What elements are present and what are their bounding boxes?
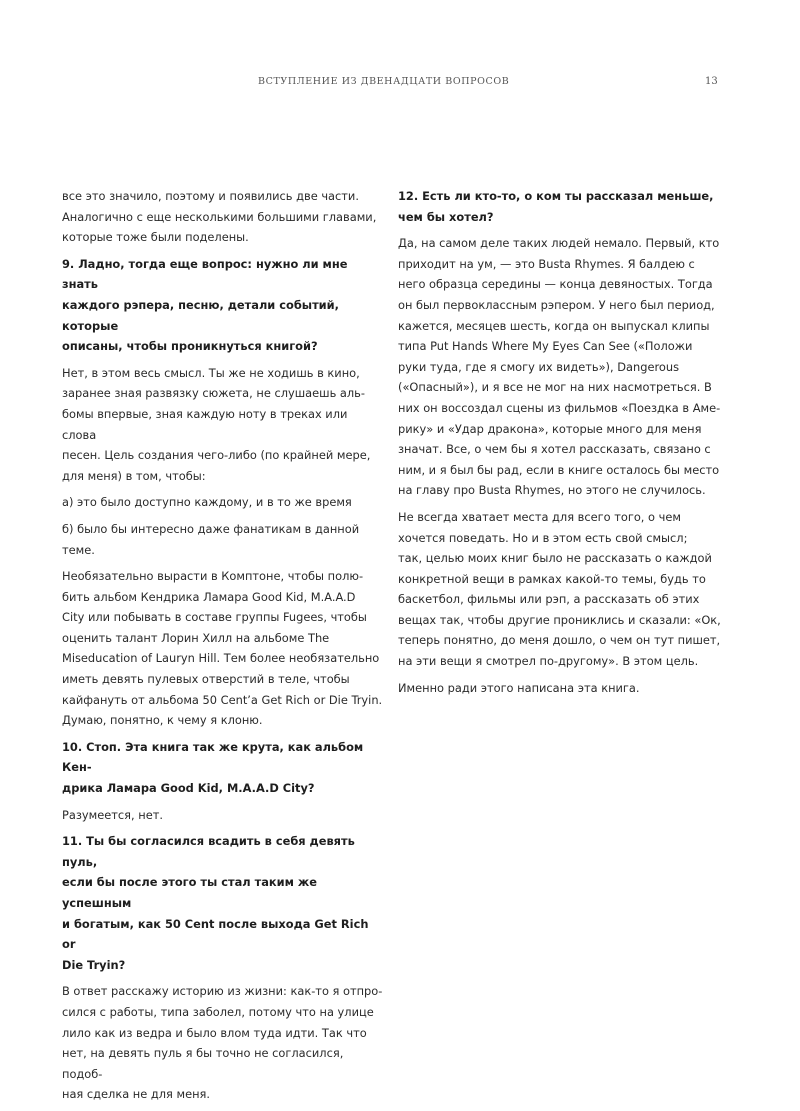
right-column bbox=[398, 186, 722, 704]
question-heading: 11. Ты бы согласился всадить в себя девять пуль, если бы после этого ты стал таким же успешным и богатым, как 50 Cent после выхода Get Rich or Die Tryin? bbox=[62, 834, 369, 972]
question-heading: 12. Есть ли кто-то, о ком ты рассказал меньше, чем бы хотел? bbox=[398, 189, 714, 224]
paragraph: В ответ расскажу историю из жизни: как-то я отпро- сился с работы, типа заболел, потому что на улице лило как из ведра и было влом туда идти. Так что нет, на девять пуль я бы точно не согласился, подоб- ная сделка не для меня. bbox=[62, 984, 383, 1102]
paragraph: Не всегда хватает места для всего того, о чем хочется поведать. Но и в этом есть свой смысл; так, целью моих книг было не рассказать о каждой конкретной вещи в рамках какой-то темы, будь то баскетбол, фильмы или рэп, а рассказать об этих вещах так, чтобы другие прониклись и сказали: «Ок, теперь понятно, до меня дошло, о чем он тут пишет, на эти вещи я смотрел по-другому». В этом цель. bbox=[398, 509, 721, 669]
left-column bbox=[62, 186, 384, 1111]
page-number: 13 bbox=[705, 76, 718, 87]
list-item: а) это было доступно каждому, и в то же время bbox=[62, 495, 352, 510]
question-heading: 9. Ладно, тогда еще вопрос: нужно ли мне знать каждого рэпера, песню, детали событий, которые описаны, чтобы проникнуться книгой? bbox=[62, 256, 348, 354]
paragraph: Разумеется, нет. bbox=[62, 807, 163, 822]
paragraph: Нет, в этом весь смысл. Ты же не ходишь в кино, заранее зная развязку сюжета, не слушаешь аль- бомы впервые, зная каждую ноту в треках или слова песен. Цель создания чего-либо (по крайней мере, для меня) в том, чтобы: bbox=[62, 365, 371, 483]
running-head-title: ВСТУПЛЕНИЕ ИЗ ДВЕНАДЦАТИ ВОПРОСОВ bbox=[258, 76, 510, 87]
paragraph: Именно ради этого написана эта книга. bbox=[398, 680, 640, 695]
list-item: б) было бы интересно даже фанатикам в данной теме. bbox=[62, 521, 360, 557]
question-heading: 10. Стоп. Эта книга так же крута, как альбом Кен- дрика Ламара Good Kid, M.A.A.D City? bbox=[62, 739, 364, 796]
paragraph: все это значило, поэтому и появились две части. Аналогично с еще несколькими большими главами, которые тоже были поделены. bbox=[62, 189, 377, 245]
paragraph: Необязательно вырасти в Комптоне, чтобы полю- бить альбом Кендрика Ламара Good Kid, M.A.A.D City или побывать в составе группы Fugees, чтобы оценить талант Лорин Хилл на альбоме The Miseducation of Lauryn Hill. Тем более необязательно иметь девять пулевых отверстий в теле, чтобы кайфануть от альбома 50 Cent’a Get Rich or Die Tryin. Думаю, понятно, к чему я клоню. bbox=[62, 569, 383, 728]
paragraph: Да, на самом деле таких людей немало. Первый, кто приходит на ум, — это Busta Rhymes. Я балдею с него образца середины — конца девяностых. Тогда он был первоклассным рэпером. У него был период, кажется, месяцев шесть, когда он выпускал клипы типа Put Hands Where My Eyes Can See («Положи руки туда, где я смогу их видеть»), Dangerous («Опасный»), и я все не мог на них насмотреться. В них он воссоздал сцены из фильмов «Поездка в Аме- рику» и «Удар дракона», которые много для меня значат. Все, о чем бы я хотел рассказать, связано с ним, и я был бы рад, если в книге осталось бы место на главу про Busta Rhymes, но этого не случилось. bbox=[398, 236, 721, 498]
